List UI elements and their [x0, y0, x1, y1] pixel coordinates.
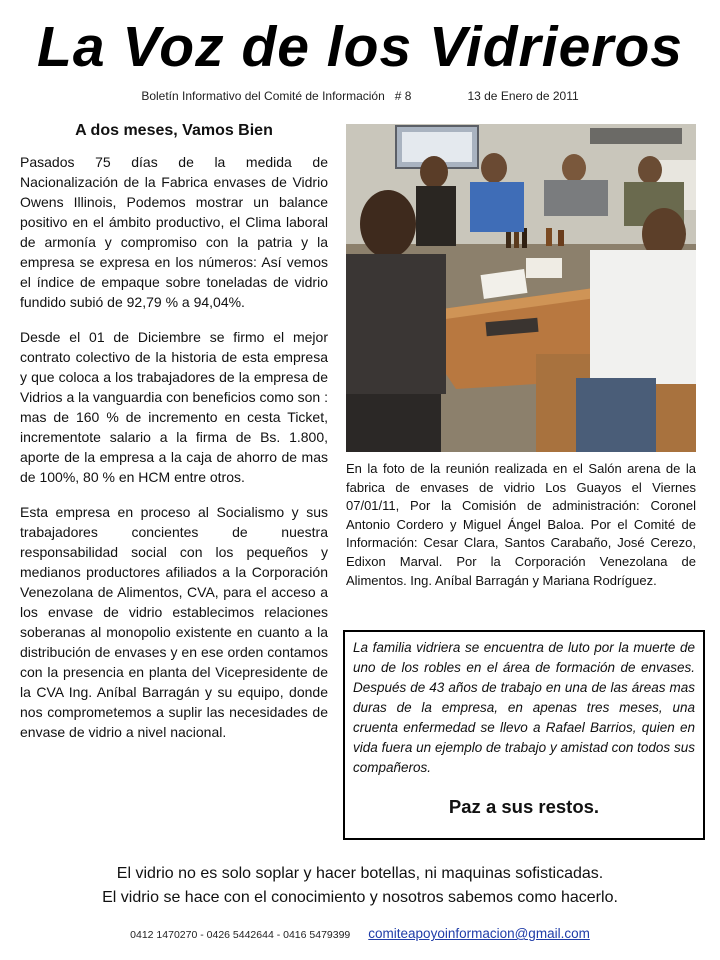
footer-slogan: [0, 862, 720, 910]
phone-numbers: 0412 1470270 - 0426 5442644 - 0416 5479399: [130, 929, 351, 941]
slogan-line: El vidrio se hace con el conocimiento y nosotros sabemos como hacerlo.: [102, 889, 618, 906]
newsletter-description: Boletín Informativo del Comité de Información: [141, 89, 385, 103]
meeting-photo: [346, 124, 696, 452]
newsletter-title: La Voz de los Vidrieros: [37, 15, 683, 79]
issue-date: 13 de Enero de 2011: [467, 89, 579, 103]
issue-number: # 8: [394, 89, 412, 103]
main-article: [20, 118, 328, 757]
mourning-closing: Paz a sus restos.: [448, 796, 600, 817]
article-title: A dos meses, Vamos Bien: [75, 122, 273, 139]
email-link[interactable]: comiteapoyoinformacion@gmail.com: [368, 926, 590, 941]
mourning-text: La familia vidriera se encuentra de luto por la muerte de uno de los robles en el área de formación de envases. Después de 43 años de trabajo en una de las áreas mas duras de la empresa, en apenas tres meses, una cruenta enfermedad se llevo a Rafael Barrios, quien en vida fuera un ejemplo de trabajo y amistad con todos sus compañeros.: [353, 640, 695, 775]
article-paragraph: Desde el 01 de Diciembre se firmo el mejor contrato colectivo de la historia de esta empresa y que coloca a los trabajadores de la empresa de Vidrios a la vanguardia con beneficios como son : mas de 160 % de incremento en cesta Ticket, incrementote salario a la firma de Bs. 1.800, aporte de la empresa a la caja de ahorro de mas de 100%, 80 % en HCM entre otros.: [20, 329, 328, 485]
contact-line: [0, 926, 720, 941]
mourning-notice-box: [343, 630, 705, 840]
newsletter-subline: [0, 89, 720, 103]
photo-caption: En la foto de la reunión realizada en el Salón arena de la fabrica de envases de vidrio Los Guayos el Viernes 07/01/11, Por la Comisión de administración: Coronel Antonio Cordero y Miguel Ángel Baloa. Por el Comité de Información: Cesar Clara, Santos Carabaño, José Cerezo, Edixon Marval. Por la Corporación Venezolana de Alimentos. Ing. Aníbal Barragán y Mariana Rodríguez.: [346, 461, 696, 588]
article-paragraph: Esta empresa en proceso al Socialismo y sus trabajadores concientes de nuestra responsabilidad social con los pequeños y medianos productores afiliados a la Corporación Venezolana de Alimentos, CVA, para el acceso a los envase de vidrio establecimos relaciones soberanas al monopolio existente en cuanto a la distribución de envases y en ese orden contamos con la presencia en planta del Vicepresidente de la CVA Ing. Aníbal Barragán y su equipo, donde nos comprometemos a suplir las necesidades de envase de vidrio a nivel nacional.: [20, 504, 328, 740]
meeting-photo-illustration: [346, 124, 696, 452]
slogan-line: El vidrio no es solo soplar y hacer botellas, ni maquinas sofisticadas.: [116, 865, 604, 882]
article-paragraph: Pasados 75 días de la medida de Nacionalización de la Fabrica envases de Vidrio Owens Illinois, Podemos mostrar un balance positivo en el ámbito productivo, el Clima laboral de armonía y compromiso con la patria y la empresa se expresa en los números: Así vemos el índice de empaque sobre toneladas de vidrio fundido subió de 92,79 % a 94,04%.: [20, 154, 328, 310]
